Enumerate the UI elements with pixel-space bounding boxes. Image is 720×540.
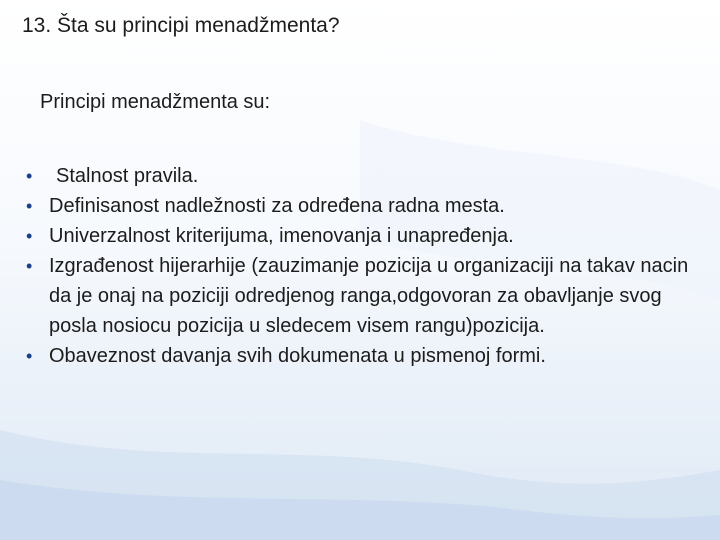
bullet-icon: • — [26, 346, 33, 366]
intro-text: Principi menadžmenta su: — [40, 91, 271, 113]
list-item — [22, 161, 712, 191]
principles-list — [22, 161, 712, 371]
list-item-text: Definisanost nadležnosti za određena radna mesta. — [49, 195, 505, 217]
bullet-icon: • — [26, 196, 33, 216]
list-item-text: Obaveznost davanja svih dokumenata u pismenoj formi. — [49, 345, 546, 367]
bullet-icon: • — [26, 226, 33, 246]
list-item-text: Univerzalnost kriterijuma, imenovanja i unapređenja. — [49, 225, 514, 247]
list-item — [22, 191, 712, 221]
list-item-text: Izgrađenost hijerarhije (zauzimanje pozicija u organizaciji na takav nacin da je onaj na poziciji odredjenog ranga,odgovoran za obavljanje svog posla nosiocu pozicija u sledecem visem rangu)pozicija. — [49, 255, 689, 337]
bullet-icon: • — [26, 256, 33, 276]
list-item — [22, 341, 712, 371]
list-item — [22, 251, 712, 341]
question-heading: 13. Šta su principi menadžmenta? — [22, 14, 340, 37]
list-item-text: Stalnost pravila. — [56, 165, 199, 187]
list-item — [22, 221, 712, 251]
bullet-icon: • — [26, 166, 33, 186]
